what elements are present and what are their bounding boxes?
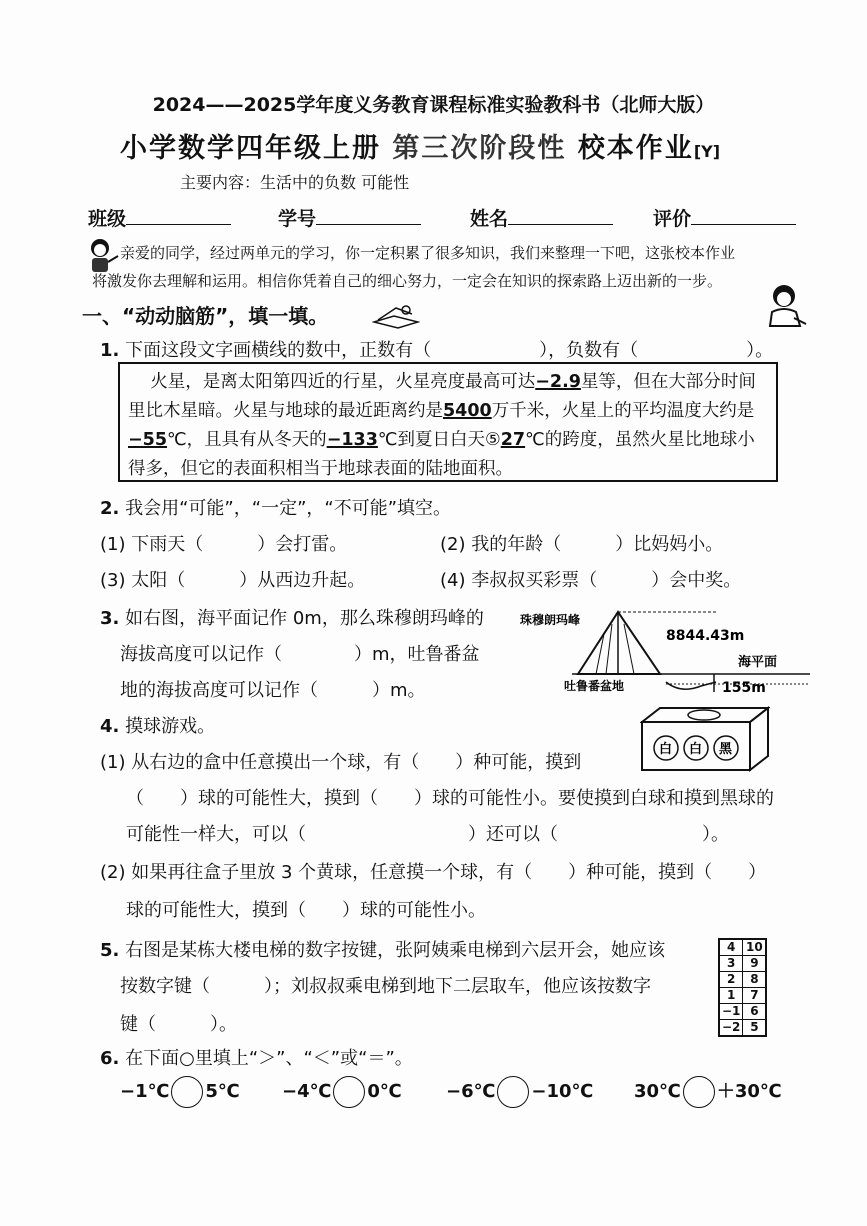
key: 4 bbox=[719, 939, 743, 956]
answer-circle[interactable] bbox=[497, 1076, 529, 1108]
key: 1 bbox=[719, 988, 743, 1004]
q3-line2: 海拔高度可以记作（ ）m，吐鲁番盆 bbox=[120, 644, 480, 665]
page-title bbox=[120, 126, 720, 165]
question-1: 1. 下面这段文字画横线的数中，正数有（ ），负数有（ ）。 bbox=[100, 340, 774, 361]
answer-circle[interactable] bbox=[683, 1076, 715, 1108]
compare-item-4: 30℃ ＋30℃ bbox=[634, 1076, 782, 1108]
key: 9 bbox=[743, 956, 767, 972]
peak-label: 珠穆朗玛峰 bbox=[520, 613, 581, 627]
section-heading: 一、“动动脑筋”，填一填。 bbox=[82, 304, 329, 328]
ball-3: 黑 bbox=[719, 742, 733, 757]
header-line1: 2024——2025学年度义务教育课程标准实验教科书（北师大版） bbox=[152, 94, 715, 116]
book-icon bbox=[372, 302, 420, 330]
q2-part-3: (3) 太阳（ ）从西边升起。 bbox=[100, 570, 366, 591]
ball-2: 白 bbox=[689, 742, 703, 757]
q2-part-4: (4) 李叔叔买彩票（ ）会中奖。 bbox=[440, 570, 742, 591]
name-field[interactable]: 姓名 bbox=[470, 204, 613, 231]
number-3: −55 bbox=[128, 430, 168, 450]
number-1: −2.9 bbox=[535, 372, 581, 392]
q4-line1: (1) 从右边的盒中任意摸出一个球，有（ ）种可能，摸到 bbox=[100, 752, 582, 773]
height-label: 8844.43m bbox=[666, 628, 745, 644]
intro-line1: 亲爱的同学，经过两单元的学习，你一定积累了很多知识，我们来整理一下吧，这张校本作业 bbox=[120, 244, 736, 262]
altitude-figure bbox=[516, 604, 816, 700]
ball-box-figure bbox=[640, 704, 770, 774]
title-left: 小学数学四年级上册 bbox=[120, 133, 381, 164]
main-content-note: 主要内容：生活中的负数 可能性 bbox=[180, 173, 410, 192]
title-right: 校本作业 bbox=[577, 133, 694, 164]
compare-item-2: −4℃ 0℃ bbox=[282, 1076, 402, 1108]
mars-passage: 火星，是离太阳第四近的行星，火星亮度最高可达−2.9星等，但在大部分时间里比木星暗。火星与地球的最近距离约是5400万千米，火星上的平均温度大约是−55℃，且具有从冬天的−133℃到夏日白天⑤27℃的跨度，虽然火星比地球小得多，但它的表面积相当于地球表面的陆地面积。 bbox=[118, 362, 778, 482]
ball-1: 白 bbox=[659, 742, 673, 757]
class-field[interactable]: 班级 bbox=[88, 204, 231, 231]
student-id-field[interactable]: 学号 bbox=[278, 204, 421, 231]
compare-item-1: −1℃ 5℃ bbox=[120, 1076, 240, 1108]
q5-line3: 键（ ）。 bbox=[120, 1014, 237, 1035]
key: −2 bbox=[719, 1020, 743, 1037]
question-6: 6. 在下面○里填上“＞”、“＜”或“＝”。 bbox=[100, 1048, 413, 1069]
q4-line4: (2) 如果再往盒子里放 3 个黄球，任意摸一个球，有（ ）种可能，摸到（ ） bbox=[100, 862, 767, 883]
answer-circle[interactable] bbox=[333, 1076, 365, 1108]
key: 10 bbox=[743, 939, 767, 956]
q2-part-1: (1) 下雨天（ ）会打雷。 bbox=[100, 534, 348, 555]
key: −1 bbox=[719, 1004, 743, 1020]
number-2: 5400 bbox=[443, 401, 492, 421]
q2-part-2: (2) 我的年龄（ ）比妈妈小。 bbox=[440, 534, 724, 555]
number-5: 27 bbox=[500, 430, 526, 450]
q4-line3: 可能性一样大，可以（ ）还可以（ ）。 bbox=[126, 824, 729, 845]
question-3: 3. 如右图，海平面记作 0m，那么珠穆朗玛峰的 bbox=[100, 608, 484, 629]
key: 7 bbox=[743, 988, 767, 1004]
intro-line2: 将激发你去理解和运用。相信你凭着自己的细心努力，一定会在知识的探索路上迈出新的一步。 bbox=[92, 272, 723, 290]
q4-line2: （ ）球的可能性大，摸到（ ）球的可能性小。要使摸到白球和摸到黑球的 bbox=[126, 788, 774, 809]
key: 6 bbox=[743, 1004, 767, 1020]
depth-label: 155m bbox=[722, 680, 766, 696]
question-4: 4. 摸球游戏。 bbox=[100, 716, 216, 737]
q3-line3: 地的海拔高度可以记作（ ）m。 bbox=[120, 680, 426, 701]
question-5: 5. 右图是某栋大楼电梯的数字按键，张阿姨乘电梯到六层开会，她应该 bbox=[100, 940, 666, 961]
key: 3 bbox=[719, 956, 743, 972]
number-4: −133 bbox=[326, 430, 378, 450]
key: 5 bbox=[743, 1020, 767, 1037]
basin-label: 吐鲁番盆地 bbox=[564, 679, 625, 693]
answer-circle[interactable] bbox=[171, 1076, 203, 1108]
q4-line5: 球的可能性大，摸到（ ）球的可能性小。 bbox=[126, 900, 486, 921]
title-mid: 第三次阶段性 bbox=[392, 133, 567, 164]
title-tag: [Y] bbox=[693, 142, 721, 161]
student-cartoon-icon bbox=[764, 282, 808, 330]
key: 8 bbox=[743, 972, 767, 988]
key: 2 bbox=[719, 972, 743, 988]
grade-field[interactable]: 评价 bbox=[653, 204, 796, 231]
sea-level-label: 海平面 bbox=[738, 655, 778, 670]
q5-line2: 按数字键（ ）；刘叔叔乘电梯到地下二层取车，他应该按数字 bbox=[120, 976, 651, 997]
question-2: 2. 我会用“可能”，“一定”，“不可能”填空。 bbox=[100, 498, 452, 519]
compare-item-3: −6℃ −10℃ bbox=[446, 1076, 593, 1108]
elevator-keypad bbox=[718, 938, 767, 1037]
